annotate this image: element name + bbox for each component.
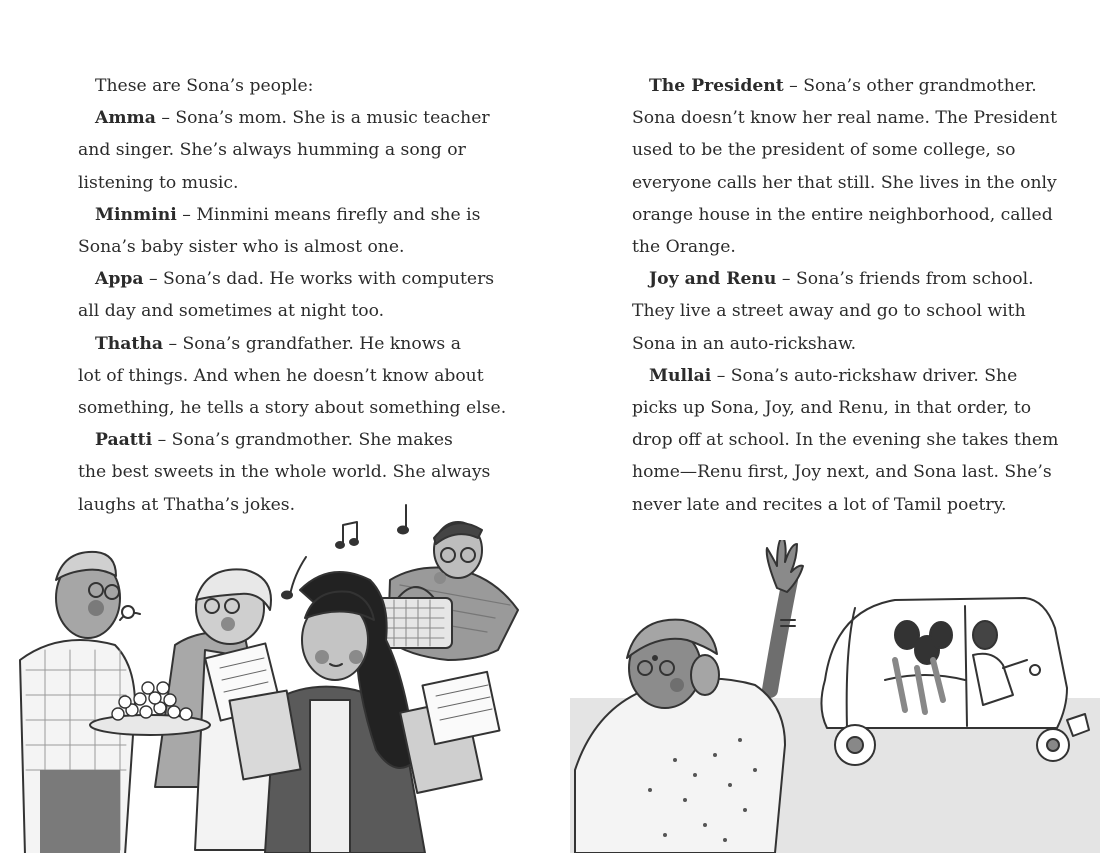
mullai-desc-1: – Sona’s auto-rickshaw driver. She: [711, 365, 1018, 386]
joy-renu-name: Joy and Renu: [649, 269, 777, 290]
paatti-entry-line-2: the best sweets in the whole world. She always: [78, 462, 491, 483]
mullai-name: Mullai: [649, 365, 712, 386]
thatha-name: Thatha: [95, 333, 163, 354]
minmini-entry-line-2: Sona’s baby sister who is almost one.: [78, 237, 405, 258]
president-entry-line-5: orange house in the entire neighborhood, called: [632, 204, 1053, 225]
mullai-entry-line-4: home—Renu first, Joy next, and Sona last. She’s: [632, 462, 1052, 483]
left-text-column: [78, 70, 507, 521]
president-entry-line-1: [632, 70, 1052, 102]
president-and-auto-rickshaw-illustration: [555, 540, 1100, 853]
paatti-entry-line-1: [78, 424, 488, 456]
right-text-column: [632, 70, 1059, 521]
appa-figure: [378, 522, 518, 660]
paatti-desc-1: – Sona’s grandmother. She makes: [152, 430, 453, 451]
mullai-entry-line-5: never late and recites a lot of Tamil poetry.: [632, 494, 1007, 515]
president-entry-line-2: Sona doesn’t know her real name. The President: [632, 108, 1057, 129]
minmini-entry-line-1: [78, 199, 488, 231]
paatti-entry-line-3: laughs at Thatha’s jokes.: [78, 494, 296, 515]
thatha-entry-line-2: lot of things. And when he doesn’t know about: [78, 365, 484, 386]
minmini-desc-1: – Minmini means firefly and she is: [176, 204, 481, 225]
joy-renu-entry-line-3: Sona in an auto-rickshaw.: [632, 333, 857, 354]
president-entry-line-3: used to be the president of some college, so: [632, 140, 1016, 161]
thatha-desc-1: – Sona’s grandfather. He knows a: [163, 333, 461, 354]
appa-entry-line-1: [78, 263, 495, 295]
president-entry-line-4: everyone calls her that still. She lives in the only: [632, 172, 1057, 193]
minmini-name: Minmini: [95, 204, 177, 225]
mullai-entry-line-1: [632, 360, 1052, 392]
joy-renu-entry-line-2: They live a street away and go to school with: [632, 301, 1026, 322]
president-name: The President: [649, 76, 784, 96]
president-entry-line-6: the Orange.: [632, 237, 736, 258]
appa-name: Appa: [95, 269, 144, 290]
amma-desc-1: – Sona’s mom. She is a music teacher: [155, 108, 490, 129]
intro-line: These are Sona’s people:: [95, 76, 314, 96]
amma-entry-line-1: [78, 102, 488, 134]
president-figure: [575, 540, 803, 853]
joy-renu-desc-1: – Sona’s friends from school.: [776, 269, 1034, 290]
amma-entry-line-2: and singer. She’s always humming a song or: [78, 140, 466, 161]
amma-entry-line-3: listening to music.: [78, 172, 239, 193]
joy-renu-entry-line-1: [632, 263, 1052, 295]
thatha-entry-line-1: [78, 328, 488, 360]
mullai-entry-line-2: picks up Sona, Joy, and Renu, in that order, to: [632, 398, 1032, 419]
thatha-entry-line-3: something, he tells a story about something else.: [78, 398, 507, 419]
paatti-name: Paatti: [95, 430, 153, 451]
family-illustration: [0, 500, 540, 853]
appa-desc-1: – Sona’s dad. He works with computers: [143, 269, 495, 290]
president-desc-1: – Sona’s other grandmother.: [783, 76, 1037, 96]
mullai-entry-line-3: drop off at school. In the evening she takes them: [632, 430, 1059, 451]
appa-entry-line-2: all day and sometimes at night too.: [78, 301, 385, 322]
amma-name: Amma: [95, 108, 156, 129]
